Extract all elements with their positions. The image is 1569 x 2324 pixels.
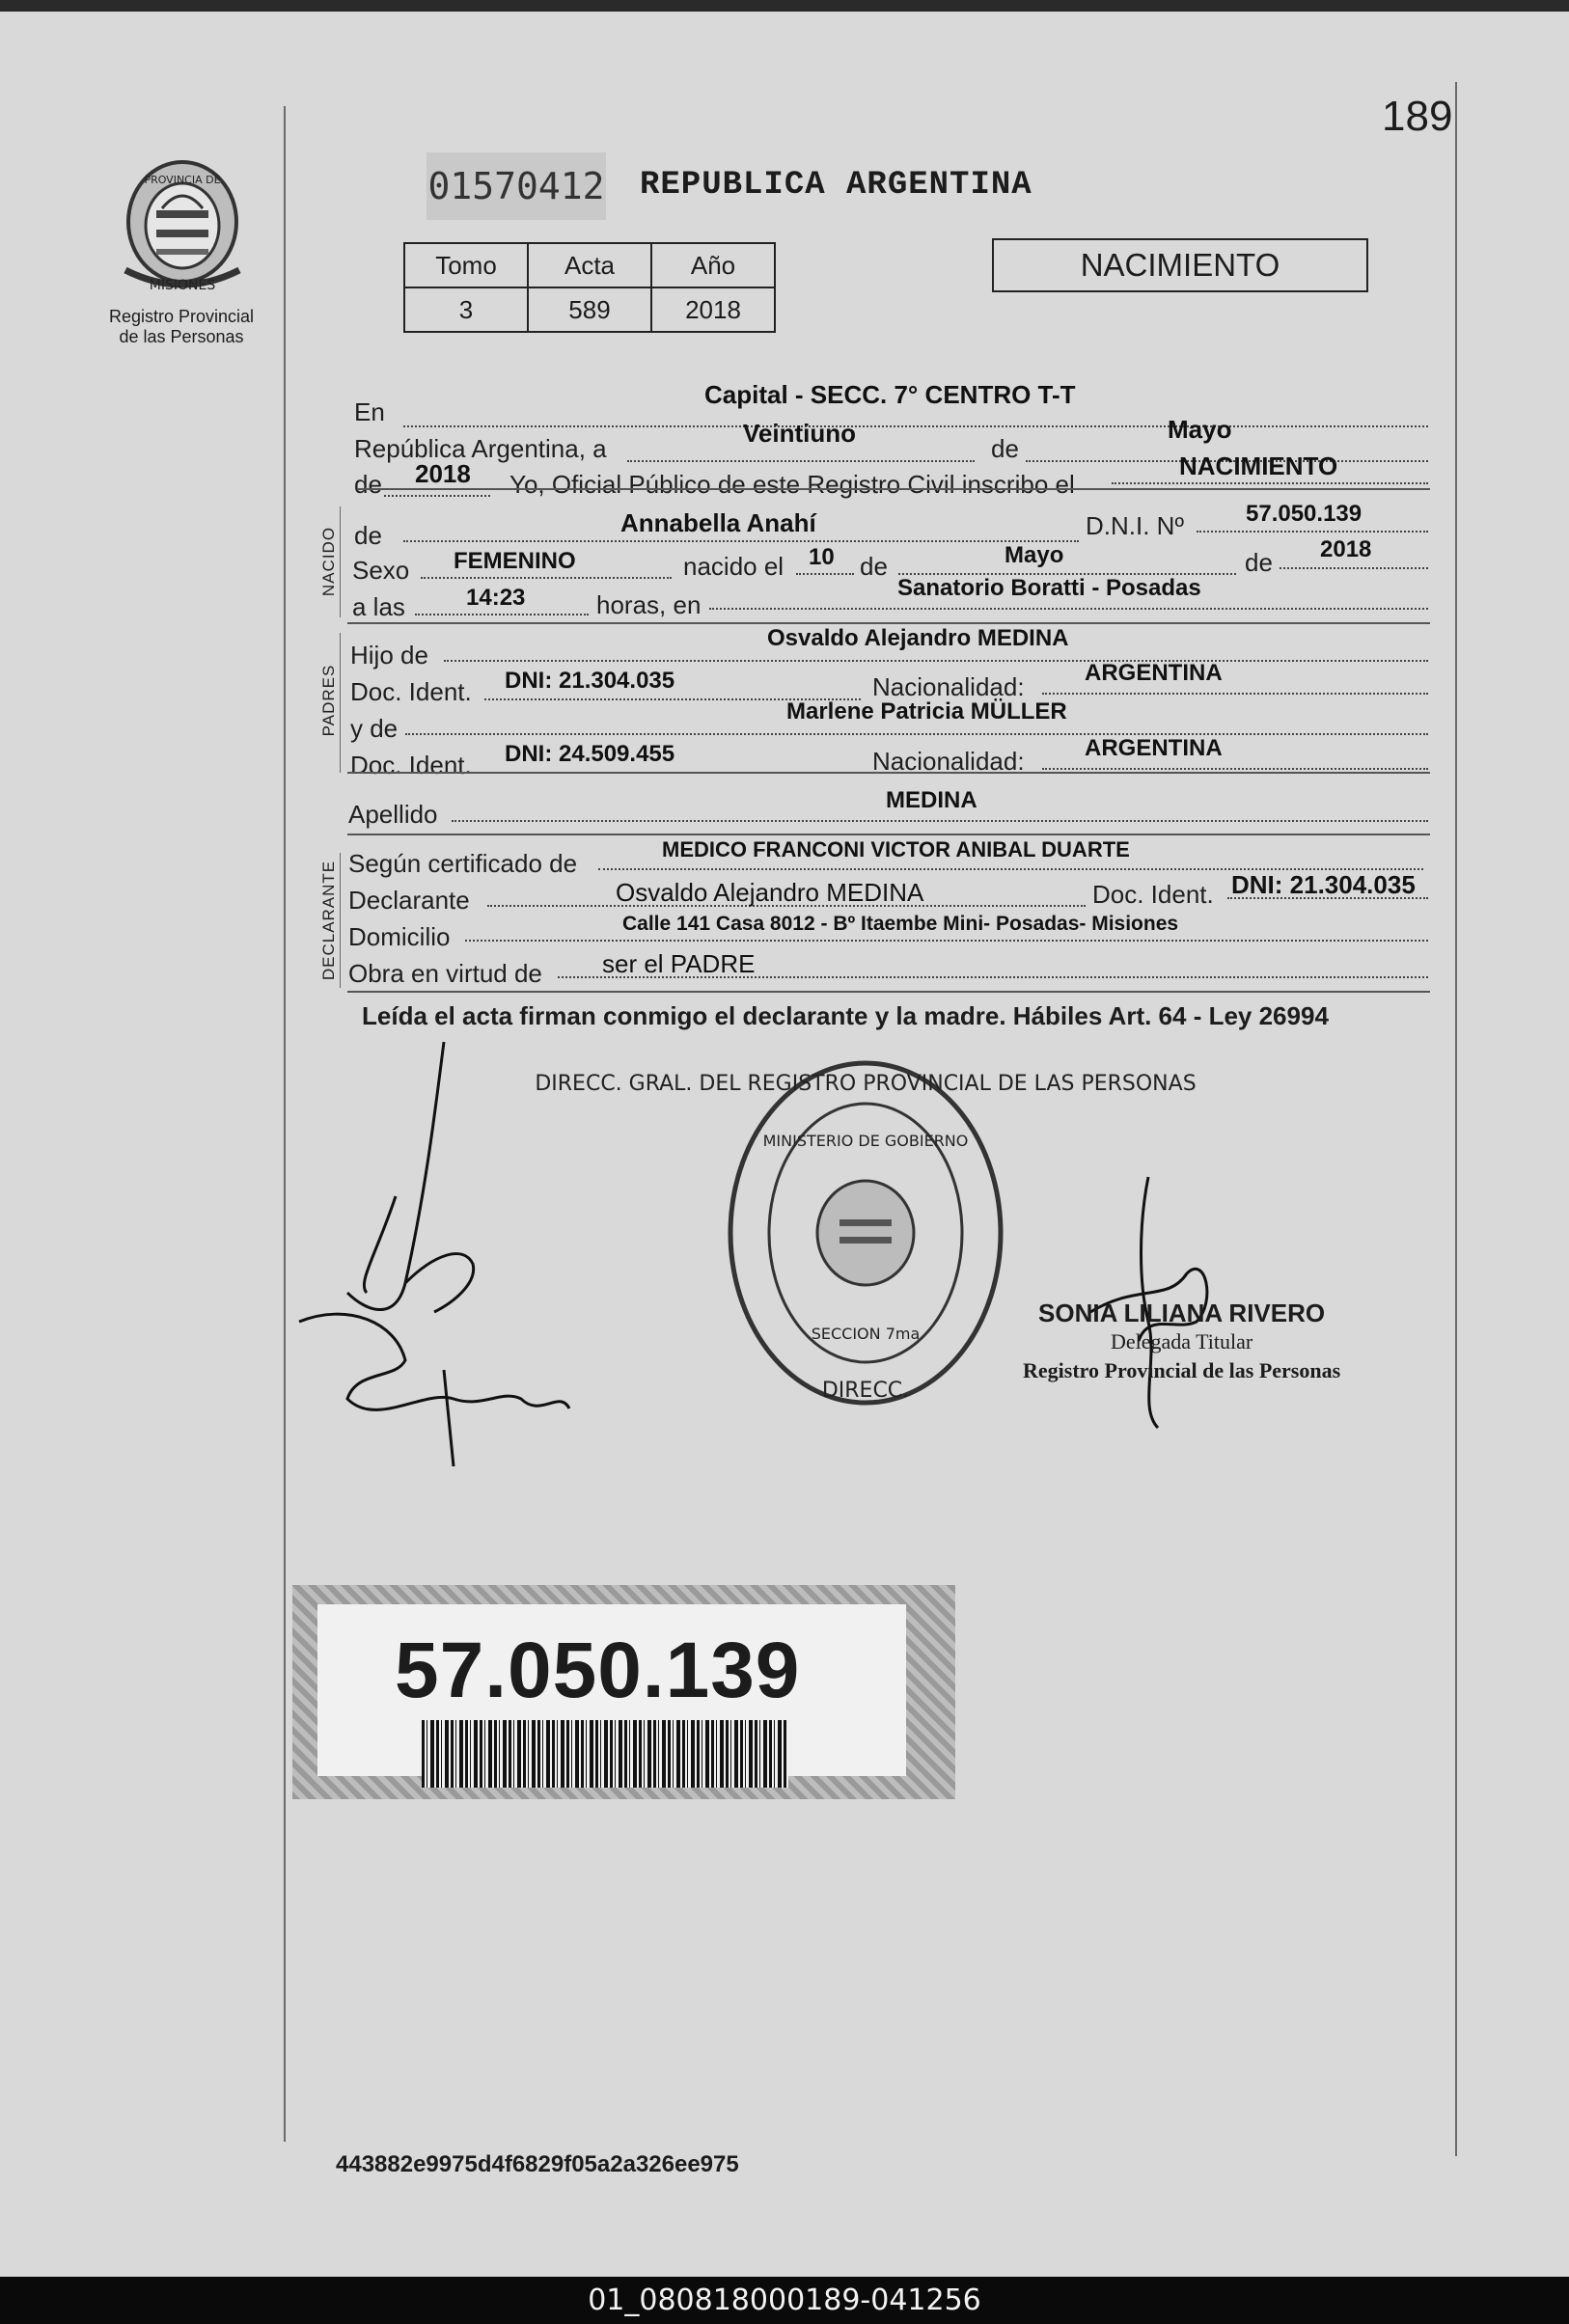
- value-sex: FEMENINO: [454, 548, 576, 574]
- closing-statement: Leída el acta firman conmigo el declarante y la madre. Hábiles Art. 64 - Ley 26994: [362, 1001, 1329, 1030]
- value-birth-day: 10: [809, 544, 835, 570]
- section-label-declarante: DECLARANTE: [319, 860, 338, 981]
- value-surname: MEDINA: [886, 787, 977, 813]
- crest-caption-line-2: de las Personas: [119, 327, 244, 346]
- label-hijo-de: Hijo de: [350, 641, 428, 670]
- value-birth-month: Mayo: [1005, 542, 1064, 568]
- table-header-acta: Acta: [528, 243, 651, 287]
- label-nacido-el: nacido el: [683, 552, 784, 581]
- label-apellido: Apellido: [348, 800, 438, 829]
- document-title: REPUBLICA ARGENTINA: [640, 167, 1032, 204]
- dots: [1197, 531, 1428, 533]
- label-en: En: [354, 397, 385, 426]
- value-year: 2018: [415, 459, 471, 488]
- dots: [415, 614, 589, 615]
- divider: [347, 772, 1430, 774]
- table-cell-anio: 2018: [651, 287, 775, 332]
- provincial-crest-icon: [114, 154, 251, 299]
- dots: [465, 940, 1428, 942]
- value-day-text: Veintiuno: [743, 419, 856, 448]
- label-domicilio: Domicilio: [348, 922, 451, 951]
- section-label-padres: PADRES: [319, 664, 338, 737]
- record-type-box: NACIMIENTO: [992, 238, 1368, 292]
- label-a-las: a las: [352, 592, 405, 621]
- seal-text-outer: DIRECC. GRAL. DEL REGISTRO PROVINCIAL DE LAS PERSONAS: [535, 1072, 1197, 1096]
- value-place: Capital - SECC. 7° CENTRO T-T: [704, 380, 1076, 409]
- scan-file-id: 01_080818000189-041256: [0, 2277, 1569, 2324]
- crest-caption-line-1: Registro Provincial: [108, 307, 255, 326]
- table-cell-tomo: 3: [404, 287, 528, 332]
- label-dni: D.N.I. Nº: [1086, 511, 1184, 540]
- label-yo-oficial: Yo, Oficial Público de este Registro Civil inscribo el: [509, 470, 1075, 499]
- divider: [357, 488, 1430, 490]
- seal-text-inner: MINISTERIO DE GOBIERNO: [762, 1132, 969, 1150]
- official-signature-block: [1023, 1299, 1340, 1385]
- dni-label-sticker: [292, 1585, 955, 1799]
- label-de-anio: de: [1245, 548, 1273, 577]
- dniinner: [317, 1604, 906, 1776]
- value-declarant: Osvaldo Alejandro MEDINA: [616, 878, 924, 907]
- table-header-tomo: Tomo: [404, 243, 528, 287]
- label-de-1: de: [991, 434, 1019, 463]
- section-rule: [340, 633, 341, 773]
- right-margin-rule: [1455, 82, 1457, 2156]
- label-de-nombre: de: [354, 521, 382, 550]
- dots: [452, 820, 1428, 822]
- dots: [1280, 567, 1428, 569]
- value-capacity: ser el PADRE: [602, 949, 756, 978]
- label-doc-ident-madre: Doc. Ident.: [350, 751, 472, 779]
- official-name: SONIA LILIANA RIVERO: [1038, 1299, 1326, 1327]
- dots: [1042, 768, 1428, 770]
- table-header-anio: Año: [651, 243, 775, 287]
- label-y-de: y de: [350, 714, 399, 743]
- section-rule: [340, 853, 341, 988]
- section-label-nacido: NACIDO: [319, 526, 338, 597]
- dots: [709, 608, 1428, 610]
- value-birth-time: 14:23: [466, 585, 526, 611]
- dots: [384, 495, 490, 497]
- dots: [403, 425, 1428, 427]
- document-hash: 443882e9975d4f6829f05a2a326ee975: [336, 2151, 739, 2177]
- divider: [347, 834, 1430, 835]
- label-declarante: Declarante: [348, 886, 470, 915]
- label-doc-ident-declarante: Doc. Ident.: [1092, 880, 1214, 909]
- label-sexo: Sexo: [352, 556, 410, 585]
- official-role: Delegada Titular: [1110, 1329, 1253, 1353]
- dots: [421, 577, 672, 579]
- label-republica: República Argentina, a: [354, 434, 607, 463]
- serial-number: 01570412: [427, 152, 606, 220]
- value-birth-place: Sanatorio Boratti - Posadas: [897, 575, 1201, 601]
- table-cell-acta: 589: [528, 287, 651, 332]
- value-month: Mayo: [1168, 415, 1232, 444]
- value-father-name: Osvaldo Alejandro MEDINA: [767, 625, 1069, 651]
- dots: [444, 660, 1428, 662]
- dots: [1042, 693, 1428, 695]
- label-nacionalidad-padre: Nacionalidad:: [872, 672, 1025, 701]
- label-segun-certificado: Según certificado de: [348, 849, 578, 878]
- label-horas-en: horas, en: [596, 590, 702, 619]
- value-declarant-dni: DNI: 21.304.035: [1231, 870, 1416, 899]
- dots: [796, 573, 854, 575]
- label-de-mes: de: [860, 552, 888, 581]
- value-mother-nationality: ARGENTINA: [1085, 735, 1223, 761]
- label-doc-ident-padre: Doc. Ident.: [350, 677, 472, 706]
- official-office: Registro Provincial de las Personas: [1023, 1358, 1341, 1382]
- dots: [405, 733, 1428, 735]
- divider: [347, 991, 1430, 993]
- value-father-nationality: ARGENTINA: [1085, 660, 1223, 686]
- value-child-dni: 57.050.139: [1246, 501, 1363, 527]
- value-address: Calle 141 Casa 8012 - Bº Itaembe Mini- Posadas- Misiones: [622, 913, 1179, 935]
- barcode: [422, 1720, 788, 1788]
- left-margin-rule: [284, 106, 286, 2142]
- crest-caption: [95, 307, 268, 347]
- registry-table: [403, 242, 776, 333]
- label-obra-en-virtud: Obra en virtud de: [348, 959, 542, 988]
- seal-text-bottom: DIRECC.: [821, 1379, 910, 1403]
- value-registro-tipo: NACIMIENTO: [1179, 451, 1338, 480]
- value-child-name: Annabella Anahí: [620, 508, 816, 537]
- label-nacionalidad-madre: Nacionalidad:: [872, 747, 1025, 776]
- value-birth-year: 2018: [1320, 536, 1372, 562]
- label-de-2: de: [354, 470, 382, 499]
- dots: [627, 460, 975, 462]
- divider: [347, 622, 1430, 624]
- dots: [403, 540, 1079, 542]
- dots: [1112, 482, 1428, 484]
- dni-number: 57.050.139: [395, 1627, 801, 1714]
- crest-bottom-text: MISIONES: [149, 278, 216, 293]
- value-certificate: MEDICO FRANCONI VICTOR ANIBAL DUARTE: [662, 837, 1130, 861]
- seal-text-office: SECCION 7ma: [811, 1325, 921, 1343]
- scan-top-edge: [0, 0, 1569, 12]
- value-father-dni: DNI: 21.304.035: [505, 668, 675, 694]
- section-rule: [340, 506, 341, 617]
- value-mother-dni: DNI: 24.509.455: [505, 741, 675, 767]
- value-mother-name: Marlene Patricia MÜLLER: [786, 698, 1067, 725]
- crest-top-text: PROVINCIA DE: [144, 174, 221, 186]
- page-number: 189: [1382, 93, 1453, 140]
